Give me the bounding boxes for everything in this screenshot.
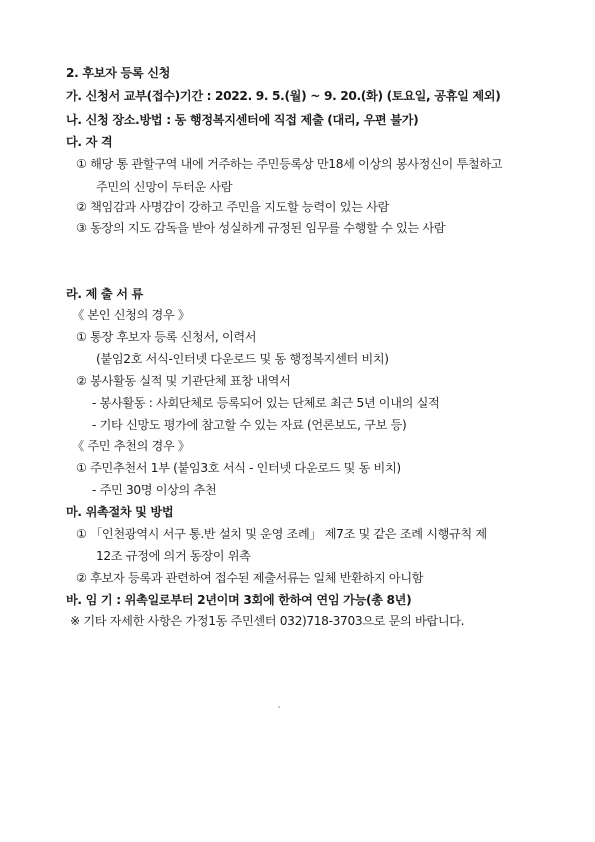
self-doc-item-2a: - 봉사활동 : 사회단체로 등록되어 있는 단체로 최근 5년 이내의 실적 <box>92 396 440 410</box>
page-mark <box>278 706 280 708</box>
procedure-item-2: ② 후보자 등록과 관련하여 접수된 제출서류는 일체 반환하지 아니함 <box>76 571 424 585</box>
contact-note: ※ 기타 자세한 사항은 가정1동 주민센터 032)718-3703으로 문의 바랍니다. <box>70 614 465 628</box>
documents-heading: 라. 제 출 서 류 <box>66 287 143 301</box>
qualification-heading: 다. 자 격 <box>66 135 113 149</box>
qualification-item-2: ② 책임감과 사명감이 강하고 주민을 지도할 능력이 있는 사람 <box>76 200 389 214</box>
recommendation-header: 《 주민 추천의 경우 》 <box>72 439 190 453</box>
self-application-header: 《 본인 신청의 경우 》 <box>72 308 190 322</box>
self-doc-item-1: ① 통장 후보자 등록 신청서, 이력서 <box>76 330 257 344</box>
qualification-item-3: ③ 동장의 지도 감독을 받아 성실하게 규정된 임무를 수행할 수 있는 사람 <box>76 221 446 235</box>
procedure-item-1-cont: 12조 규정에 의거 동장이 위촉 <box>96 549 251 563</box>
recommendation-item-1a: - 주민 30명 이상의 추천 <box>92 483 217 497</box>
application-place: 나. 신청 장소.방법 : 동 행정복지센터에 직접 제출 (대리, 우편 불가) <box>66 113 419 127</box>
term-of-office: 바. 임 기 : 위촉일로부터 2년이며 3회에 한하여 연임 가능(총 8년) <box>66 593 412 607</box>
self-doc-item-2: ② 봉사활동 실적 및 기관단체 표창 내역서 <box>76 374 291 388</box>
procedure-heading: 마. 위촉절차 및 방법 <box>66 505 174 519</box>
procedure-item-1: ① 「인천광역시 서구 통.반 설치 및 운영 조례」 제7조 및 같은 조례 시행규칙 제 <box>76 527 487 541</box>
section-2-title: 2. 후보자 등록 신청 <box>66 66 171 80</box>
self-doc-item-1-cont: (붙임2호 서식-인터넷 다운로드 및 동 행정복지센터 비치) <box>96 352 389 366</box>
qualification-item-1: ① 해당 통 관할구역 내에 거주하는 주민등록상 만18세 이상의 봉사정신이 투철하고 <box>76 157 503 171</box>
self-doc-item-2b: - 기타 신망도 평가에 참고할 수 있는 자료 (언론보도, 구보 등) <box>92 418 407 432</box>
recommendation-item-1: ① 주민추천서 1부 (붙임3호 서식 - 인터넷 다운로드 및 동 비치) <box>76 461 401 475</box>
qualification-item-1-cont: 주민의 신망이 두터운 사람 <box>96 180 233 194</box>
application-period: 가. 신청서 교부(접수)기간 : 2022. 9. 5.(월) ~ 9. 20.(화) (토요일, 공휴일 제외) <box>66 89 501 103</box>
